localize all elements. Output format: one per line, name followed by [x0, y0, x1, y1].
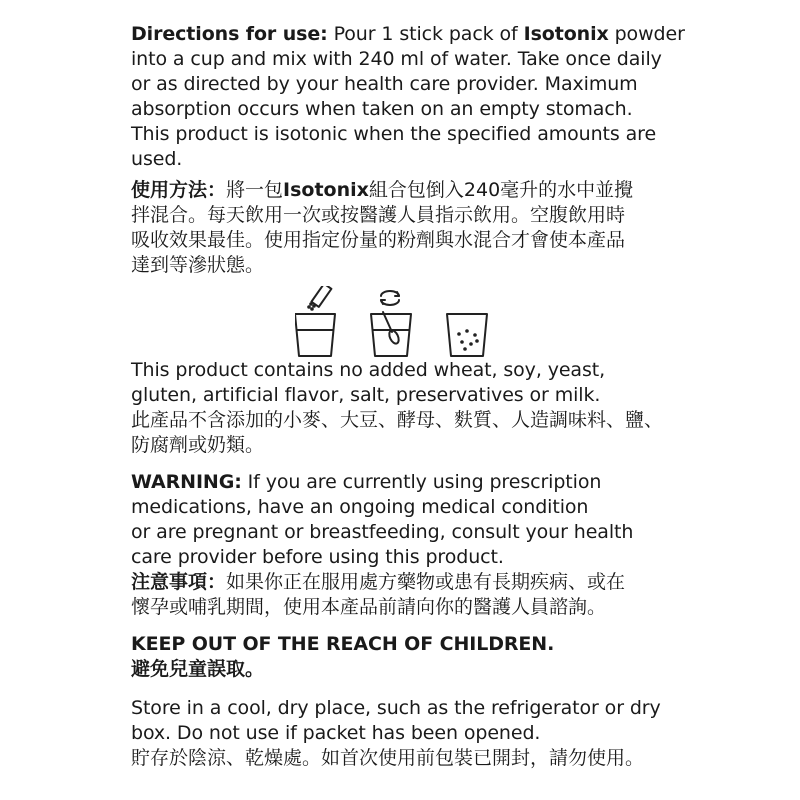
contains-line-1: This product contains no added wheat, soy, yeast, [131, 359, 606, 381]
stir-cup-icon [371, 291, 411, 356]
directions-line-3: or as directed by your health care provider. Maximum [131, 73, 638, 95]
label-text-column [131, 22, 691, 771]
directions-zh [131, 178, 691, 278]
warning-label: WARNING: [131, 471, 242, 493]
directions-line-4: absorption occurs when taken on an empty stomach. [131, 98, 633, 120]
directions-line-6: used. [131, 148, 183, 170]
directions-zh-line-4: 達到等滲狀態。 [131, 254, 265, 276]
warning-line-4: care provider before using this product. [131, 546, 504, 568]
preparation-illustration [295, 286, 525, 362]
directions-en [131, 22, 691, 172]
storage-line-1: Store in a cool, dry place, such as the refrigerator or dry [131, 697, 661, 719]
mixed-drink-icon [447, 314, 487, 356]
storage-en [131, 696, 691, 746]
warning-zh-label: 注意事項： [131, 571, 227, 593]
contains-zh [131, 408, 691, 458]
keep-out-zh: 避免兒童誤取。 [131, 658, 265, 680]
storage-zh: 貯存於陰涼、乾燥處。如首次使用前包裝已開封，請勿使用。 [131, 747, 645, 769]
keep-out-en: KEEP OUT OF THE REACH OF CHILDREN. [131, 633, 555, 655]
warning-zh-line-1: 注意事項：如果你正在服用處方藥物或患有長期疾病、或在 [131, 571, 626, 593]
warning-zh-line-2: 懷孕或哺乳期間，使用本產品前請向你的醫護人員諮詢。 [131, 596, 607, 618]
directions-line-2: into a cup and mix with 240 ml of water. Take once daily [131, 48, 662, 70]
directions-line-5: This product is isotonic when the specified amounts are [131, 123, 657, 145]
directions-zh-line-1: 使用方法：將一包Isotonix組合包倒入240毫升的水中並攪 [131, 179, 634, 201]
directions-zh-label: 使用方法： [131, 179, 227, 201]
warning-en [131, 470, 691, 570]
contains-zh-line-1: 此產品不含添加的小麥、大豆、酵母、麩質、人造調味料、鹽、 [131, 409, 664, 431]
brand-name-zh: Isotonix [283, 179, 369, 201]
preparation-icons [131, 278, 691, 358]
directions-line-1: Directions for use: Pour 1 stick pack of Isotonix powder [131, 23, 685, 45]
warning-line-1: WARNING: If you are currently using prescription [131, 471, 602, 493]
storage-line-2: box. Do not use if packet has been opened. [131, 722, 541, 744]
contains-en [131, 358, 691, 408]
warning-line-3: or are pregnant or breastfeeding, consult your health [131, 521, 634, 543]
brand-name: Isotonix [523, 23, 609, 45]
contains-zh-line-2: 防腐劑或奶類。 [131, 434, 265, 456]
contains-line-2: gluten, artificial flavor, salt, preservatives or milk. [131, 384, 601, 406]
directions-zh-line-3: 吸收效果最佳。使用指定份量的粉劑與水混合才會使本產品 [131, 229, 626, 251]
directions-zh-line-2: 拌混合。每天飲用一次或按醫護人員指示飲用。空腹飲用時 [131, 204, 626, 226]
pour-powder-icon [295, 286, 335, 356]
warning-zh [131, 570, 691, 620]
directions-label: Directions for use: [131, 23, 328, 45]
warning-line-2: medications, have an ongoing medical condition [131, 496, 589, 518]
